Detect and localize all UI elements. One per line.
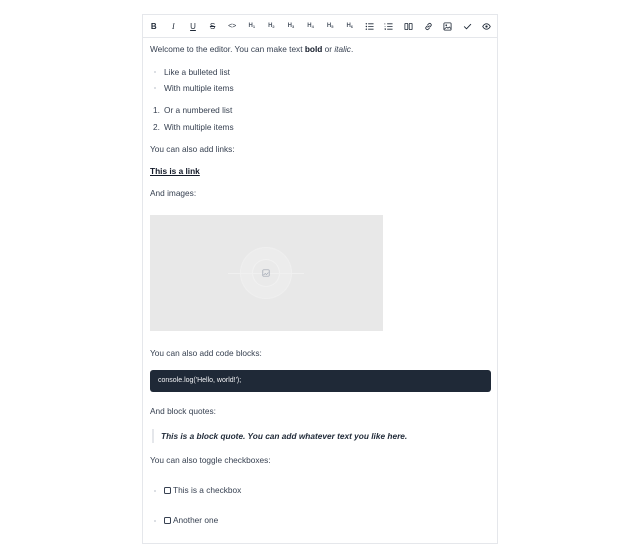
heading-2-level: 2	[272, 23, 275, 29]
editor-toolbar	[143, 15, 497, 38]
numbered-item: Or a numbered list	[164, 105, 233, 115]
heading-5-label: H	[326, 23, 332, 29]
image-placeholder[interactable]	[150, 215, 383, 331]
image-button[interactable]	[438, 16, 458, 36]
checkbox[interactable]	[164, 487, 171, 494]
bullet-marker	[154, 87, 156, 89]
bold-text: bold	[304, 44, 323, 54]
heading-4-level: 4	[311, 23, 314, 29]
intro-text: Welcome to the editor. You can make text	[150, 44, 305, 54]
checkbox-item	[164, 484, 241, 496]
heading-1-level: 1	[252, 23, 256, 29]
number-marker: 1.	[153, 105, 160, 115]
heading-6-label: H	[346, 23, 351, 29]
underline-button[interactable]	[183, 16, 203, 36]
italic-button-label: I	[172, 21, 175, 31]
checkbox[interactable]	[164, 517, 171, 524]
blockquote-icon	[404, 22, 413, 31]
bullet-list-button[interactable]	[360, 16, 380, 36]
intro-middle-text: or	[322, 44, 335, 54]
intro-paragraph	[150, 43, 353, 55]
code-button[interactable]	[222, 16, 242, 36]
block-quote: This is a block quote. You can add whatever text you like here.	[152, 429, 407, 443]
bullet-marker	[154, 520, 156, 522]
checkbox-label: This is a checkbox	[173, 485, 242, 495]
image-icon	[443, 22, 452, 31]
link-button[interactable]	[418, 16, 438, 36]
heading-4-label: H	[307, 23, 312, 29]
heading-5-level: 5	[331, 23, 334, 29]
heading-4-button[interactable]	[301, 16, 321, 36]
bold-button[interactable]	[144, 16, 164, 36]
heading-5-button[interactable]	[320, 16, 340, 36]
heading-2-label: H	[268, 23, 273, 29]
number-marker: 2.	[153, 122, 160, 132]
code-button-label: <>	[228, 22, 237, 30]
italic-button[interactable]	[164, 16, 184, 36]
blockquote-button[interactable]	[399, 16, 419, 36]
bullet-list-icon	[365, 22, 374, 31]
checkbox-label: Another one	[173, 515, 219, 525]
checkbox-item	[164, 514, 218, 526]
checkbox-button[interactable]	[458, 16, 478, 36]
heading-6-level: 6	[350, 23, 354, 29]
heading-3-button[interactable]	[281, 16, 301, 36]
italic-text: italic	[334, 44, 351, 54]
checkbox-intro: You can also toggle checkboxes:	[150, 455, 271, 465]
image-placeholder-icon	[262, 269, 270, 277]
link-icon	[424, 22, 433, 31]
preview-button[interactable]	[477, 16, 497, 36]
heading-3-label: H	[287, 23, 292, 29]
check-icon	[463, 22, 472, 31]
ordered-list-icon	[384, 22, 393, 31]
images-intro: And images:	[150, 188, 197, 198]
bullet-marker	[154, 71, 156, 73]
quote-intro: And block quotes:	[150, 406, 216, 416]
heading-6-button[interactable]	[340, 16, 360, 36]
ordered-list-button[interactable]	[379, 16, 399, 36]
strikethrough-button[interactable]	[203, 16, 223, 36]
strikethrough-button-label: S	[209, 21, 216, 31]
bullet-item: With multiple items	[164, 83, 234, 93]
sample-link[interactable]: This is a link	[150, 166, 200, 176]
heading-2-button[interactable]	[262, 16, 282, 36]
underline-button-label: U	[190, 21, 196, 31]
rich-text-editor	[142, 14, 498, 544]
numbered-item: With multiple items	[164, 122, 234, 132]
heading-3-level: 3	[292, 23, 295, 29]
heading-1-label: H	[248, 23, 253, 29]
code-block[interactable]: console.log('Hello, world!');	[150, 370, 491, 392]
bold-button-label: B	[150, 21, 157, 31]
code-intro: You can also add code blocks:	[150, 348, 262, 358]
links-intro: You can also add links:	[150, 144, 235, 154]
eye-icon	[482, 22, 491, 31]
heading-1-button[interactable]	[242, 16, 262, 36]
bullet-item: Like a bulleted list	[164, 67, 230, 77]
bullet-marker	[154, 490, 156, 492]
intro-suffix-text: .	[350, 44, 354, 54]
